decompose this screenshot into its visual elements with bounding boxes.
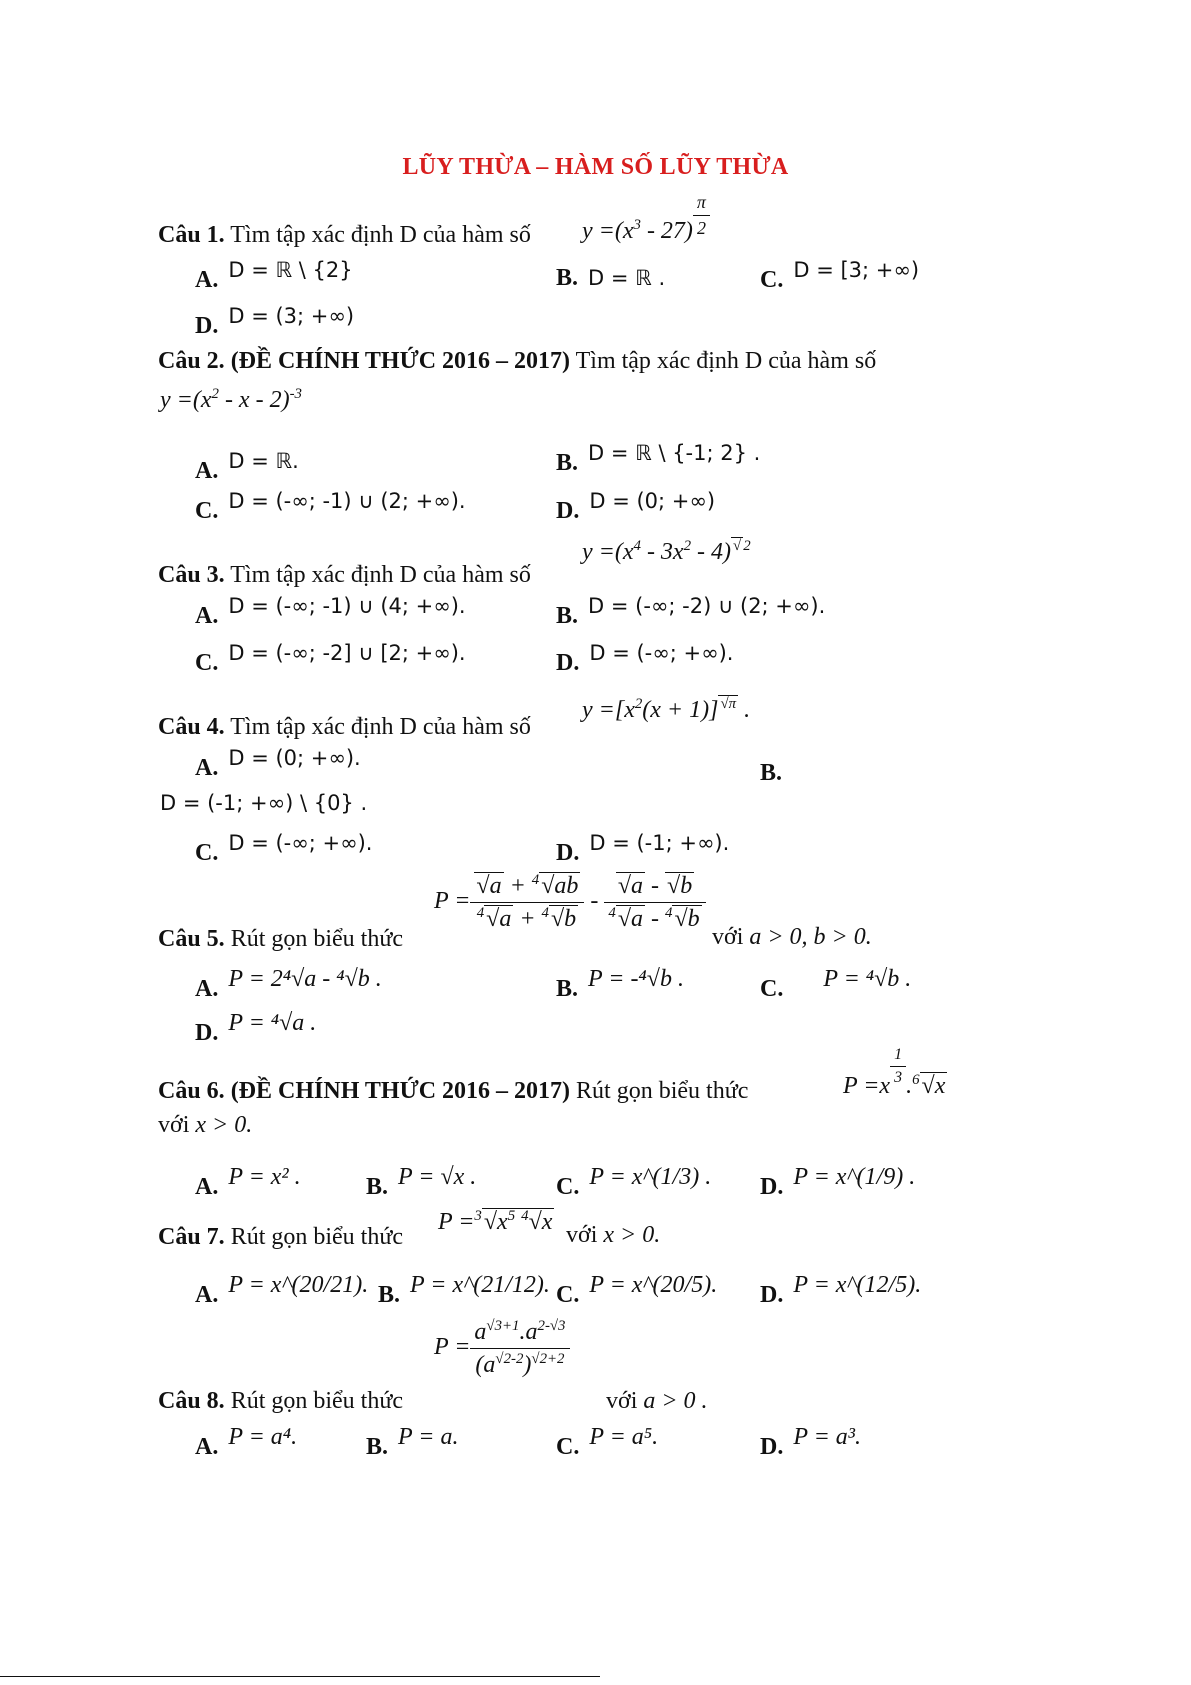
q8-option-a[interactable]: A. P = a⁴.: [195, 1424, 298, 1460]
q1-option-b[interactable]: B. D = ℝ .: [556, 265, 666, 291]
question-source: (ĐỀ CHÍNH THỨC 2016 – 2017): [230, 348, 571, 374]
question-7: Câu 7. Rút gọn biểu thức: [158, 1224, 404, 1250]
q5-option-c[interactable]: C. P = ⁴√b .: [760, 966, 912, 1002]
q2-option-a[interactable]: A. D = ℝ.: [195, 449, 299, 484]
q4-option-b[interactable]: D = (-1; +∞) \ {0} .: [160, 791, 368, 815]
q1-option-d[interactable]: D. D = (3; +∞): [195, 304, 355, 339]
q3-formula: $y =(x^4 - 3x^2 - 4)$ $^{√ 2}$: [582, 538, 751, 565]
q7-option-d[interactable]: D. P = x^(12/5).: [760, 1272, 922, 1308]
q8-option-d[interactable]: D. P = a³.: [760, 1424, 861, 1460]
q5-condition: với a > 0, b > 0.: [712, 924, 872, 950]
q6-option-c[interactable]: C. P = x^(1/3) .: [556, 1164, 712, 1200]
question-5: Câu 5. Rút gọn biểu thức: [158, 926, 404, 952]
q5-option-d[interactable]: D. P = ⁴√a .: [195, 1010, 317, 1046]
question-8: Câu 8. Rút gọn biểu thức: [158, 1388, 404, 1414]
question-2: Câu 2. (ĐỀ CHÍNH THỨC 2016 – 2017) Tìm tập xác định D của hàm số: [158, 348, 877, 374]
q7-option-c[interactable]: C. P = x^(20/5).: [556, 1272, 718, 1308]
q7-option-a[interactable]: A. P = x^(20/21).: [195, 1272, 369, 1308]
q5-option-b[interactable]: B. P = -⁴√b .: [556, 966, 684, 1002]
q5-formula: P = $\frac{√a + ^4√ab}{^4√a + ^4√b}$ - $\frac{√a - √b}{^4√a - ^4√b}$: [434, 872, 706, 933]
q7-condition: với x > 0.: [566, 1222, 661, 1248]
q1-option-a[interactable]: A. D = ℝ \ {2}: [195, 258, 353, 293]
q6-option-d[interactable]: D. P = x^(1/9) .: [760, 1164, 916, 1200]
page-title: LŨY THỪA – HÀM SỐ LŨY THỪA: [402, 154, 789, 180]
q8-option-c[interactable]: C. P = a⁵.: [556, 1424, 659, 1460]
q3-option-b[interactable]: B. D = (-∞; -2) ∪ (2; +∞).: [556, 594, 826, 629]
q4-option-a[interactable]: A. D = (0; +∞).: [195, 746, 361, 781]
q5-option-a[interactable]: A. P = 2⁴√a - ⁴√b .: [195, 966, 382, 1002]
q8-formula: P = $\frac{a^{√3+1}.a^{2-√3}}{(a^{√2-2})^{√2+2}}$: [434, 1318, 570, 1379]
question-4: Câu 4. Tìm tập xác định D của hàm số: [158, 714, 531, 740]
q3-option-a[interactable]: A. D = (-∞; -1) ∪ (4; +∞).: [195, 594, 466, 629]
q7-option-b[interactable]: B. P = x^(21/12).: [378, 1272, 550, 1308]
q8-condition: với a > 0 .: [606, 1388, 708, 1414]
q1-option-c[interactable]: C. D = [3; +∞): [760, 258, 920, 293]
q4-option-c[interactable]: C. D = (-∞; +∞).: [195, 831, 373, 866]
q4-formula: $y =[x^2(x + 1)]$ $^{√\pi}$ .: [582, 696, 751, 723]
q2-option-b[interactable]: B. D = ℝ \ {-1; 2} .: [556, 441, 761, 476]
q2-option-d[interactable]: D. D = (0; +∞): [556, 489, 716, 524]
q6-formula: P =x $^{\frac{1}{3}}$ .$^6$√x: [843, 1046, 946, 1099]
q2-option-c[interactable]: C. D = (-∞; -1) ∪ (2; +∞).: [195, 489, 466, 524]
q7-formula: $P =^3√x^5$ $^4$√x: [438, 1208, 553, 1235]
q2-formula: $y =(x^2 - x - 2)^{-3}$: [160, 386, 302, 413]
q6-condition: với x > 0.: [158, 1112, 253, 1138]
footer-divider: [0, 1676, 600, 1677]
q8-option-b[interactable]: B. P = a.: [366, 1424, 459, 1460]
q3-option-d[interactable]: D. D = (-∞; +∞).: [556, 641, 734, 676]
q6-option-b[interactable]: B. P = √x .: [366, 1164, 477, 1200]
question-1: [158, 222, 531, 249]
q1-formula: $y =(x^3 - 27)$ $^{\frac{\pi}{2}}$: [582, 202, 710, 249]
q4-option-b-key[interactable]: B.: [760, 760, 783, 786]
question-6: Câu 6. (ĐỀ CHÍNH THỨC 2016 – 2017) Rút gọn biểu thức: [158, 1078, 749, 1104]
q6-option-a[interactable]: A. P = x² .: [195, 1164, 301, 1200]
q4-option-d[interactable]: D. D = (-1; +∞).: [556, 831, 730, 866]
question-text: Tìm tập xác định D của hàm số: [230, 222, 531, 248]
q3-option-c[interactable]: C. D = (-∞; -2] ∪ [2; +∞).: [195, 641, 466, 676]
question-3: Câu 3. Tìm tập xác định D của hàm số: [158, 562, 531, 588]
question-label: Câu 1.: [158, 222, 225, 248]
